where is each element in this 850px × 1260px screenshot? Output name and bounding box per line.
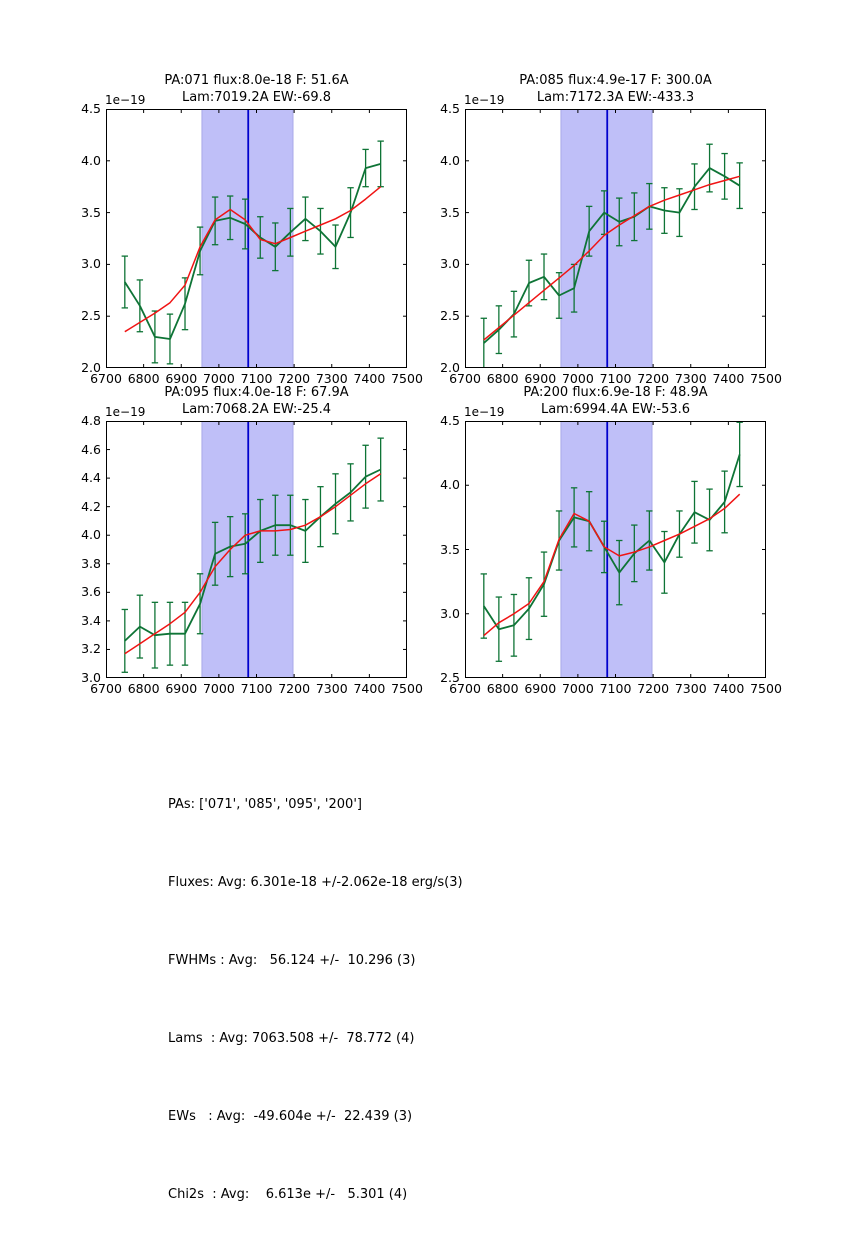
y-tick-label: 3.4 — [81, 612, 101, 628]
summary-text-block — [168, 740, 463, 1260]
x-tick-label: 7500 — [391, 681, 423, 696]
x-tick-label: 7000 — [202, 371, 235, 386]
y-tick-label: 2.5 — [81, 308, 101, 324]
y-tick-label: 4.0 — [81, 152, 101, 168]
x-tick-label: 7200 — [637, 681, 670, 696]
x-tick-label: 6700 — [90, 681, 122, 696]
plot-axes — [465, 109, 766, 368]
x-tick-label: 7400 — [712, 371, 745, 386]
x-tick-label: 7500 — [750, 371, 782, 386]
subplot-title-line1: PA:085 flux:4.9e-17 F: 300.0A — [519, 73, 712, 88]
y-axis-offset-label: 1e−19 — [105, 93, 146, 107]
subplot-title-line1: PA:071 flux:8.0e-18 F: 51.6A — [164, 73, 349, 88]
y-tick-label: 3.2 — [81, 641, 101, 657]
x-tick-label: 6900 — [165, 681, 198, 696]
x-tick-label: 6700 — [449, 681, 481, 696]
y-tick-label: 4.5 — [440, 413, 460, 428]
x-tick-label: 7300 — [315, 681, 348, 696]
y-tick-label: 4.6 — [81, 441, 101, 457]
subplot-title-line1: PA:200 flux:6.9e-18 F: 48.9A — [523, 385, 708, 400]
plot-axes — [106, 421, 407, 678]
subplot-pa-200 — [440, 385, 782, 696]
y-tick-label: 3.0 — [81, 256, 101, 272]
x-tick-label: 6800 — [127, 681, 160, 696]
x-tick-label: 6800 — [486, 371, 519, 386]
summary-line-fwhms: FWHMs : Avg: 56.124 +/- 10.296 (3) — [168, 953, 416, 968]
x-tick-label: 7000 — [561, 371, 594, 386]
y-tick-label: 3.0 — [440, 256, 460, 272]
x-tick-label: 7100 — [599, 681, 632, 696]
x-tick-label: 7100 — [599, 371, 632, 386]
y-tick-label: 3.6 — [81, 584, 101, 600]
summary-line-chi2s: Chi2s : Avg: 6.613e +/- 5.301 (4) — [168, 1187, 408, 1202]
y-tick-label: 2.5 — [440, 308, 460, 324]
y-tick-label: 2.0 — [440, 360, 460, 375]
y-axis-offset-label: 1e−19 — [105, 405, 146, 419]
subplot-title-line2: Lam:6994.4A EW:-53.6 — [540, 402, 691, 417]
y-tick-label: 2.5 — [440, 670, 460, 685]
x-tick-label: 7400 — [353, 371, 386, 386]
x-tick-label: 7100 — [240, 681, 273, 696]
x-tick-label: 7200 — [278, 371, 311, 386]
subplot-pa-071 — [81, 73, 423, 386]
subplot-pa-085 — [440, 73, 782, 386]
y-tick-label: 4.0 — [440, 477, 460, 493]
y-tick-label: 2.0 — [81, 360, 101, 375]
y-tick-label: 4.8 — [81, 413, 101, 428]
x-tick-label: 6700 — [449, 371, 481, 386]
y-tick-label: 4.0 — [81, 527, 101, 543]
x-tick-label: 7400 — [712, 681, 745, 696]
y-tick-label: 3.5 — [440, 541, 460, 557]
subplot-title-line2: Lam:7019.2A EW:-69.8 — [181, 90, 332, 105]
y-tick-label: 4.2 — [81, 498, 101, 514]
x-tick-label: 7300 — [674, 681, 707, 696]
summary-line-pas: PAs: ['071', '085', '095', '200'] — [168, 797, 362, 812]
x-tick-label: 7200 — [637, 371, 670, 386]
x-tick-label: 7000 — [202, 681, 235, 696]
subplot-title-line2: Lam:7068.2A EW:-25.4 — [181, 402, 332, 417]
x-tick-label: 6700 — [90, 371, 122, 386]
x-tick-label: 6900 — [165, 371, 198, 386]
y-tick-label: 3.8 — [81, 555, 101, 571]
x-tick-label: 7500 — [391, 371, 423, 386]
x-tick-label: 7200 — [278, 681, 311, 696]
subplot-title-line2: Lam:7172.3A EW:-433.3 — [536, 90, 695, 105]
y-tick-label: 3.0 — [81, 670, 101, 685]
y-tick-label: 4.5 — [81, 101, 101, 116]
y-tick-label: 3.5 — [440, 204, 460, 220]
x-tick-label: 6800 — [486, 681, 519, 696]
summary-line-ews: EWs : Avg: -49.604e +/- 22.439 (3) — [168, 1109, 413, 1124]
y-tick-label: 4.0 — [440, 152, 460, 168]
x-tick-label: 6800 — [127, 371, 160, 386]
y-axis-offset-label: 1e−19 — [464, 405, 505, 419]
x-tick-label: 7100 — [240, 371, 273, 386]
summary-line-lams: Lams : Avg: 7063.508 +/- 78.772 (4) — [168, 1031, 415, 1046]
subplot-pa-095 — [81, 385, 423, 696]
y-tick-label: 4.4 — [81, 470, 101, 486]
y-tick-label: 3.5 — [81, 204, 101, 220]
x-tick-label: 7300 — [674, 371, 707, 386]
y-tick-label: 4.5 — [440, 101, 460, 116]
plot-axes — [465, 421, 766, 678]
x-tick-label: 7500 — [750, 681, 782, 696]
subplot-title-line1: PA:095 flux:4.0e-18 F: 67.9A — [164, 385, 349, 400]
y-axis-offset-label: 1e−19 — [464, 93, 505, 107]
y-tick-label: 3.0 — [440, 605, 460, 621]
x-tick-label: 7300 — [315, 371, 348, 386]
plot-axes — [106, 109, 407, 368]
x-tick-label: 7400 — [353, 681, 386, 696]
x-tick-label: 6900 — [524, 681, 557, 696]
x-tick-label: 6900 — [524, 371, 557, 386]
x-tick-label: 7000 — [561, 681, 594, 696]
summary-line-fluxes: Fluxes: Avg: 6.301e-18 +/-2.062e-18 erg/s(3) — [168, 875, 463, 890]
